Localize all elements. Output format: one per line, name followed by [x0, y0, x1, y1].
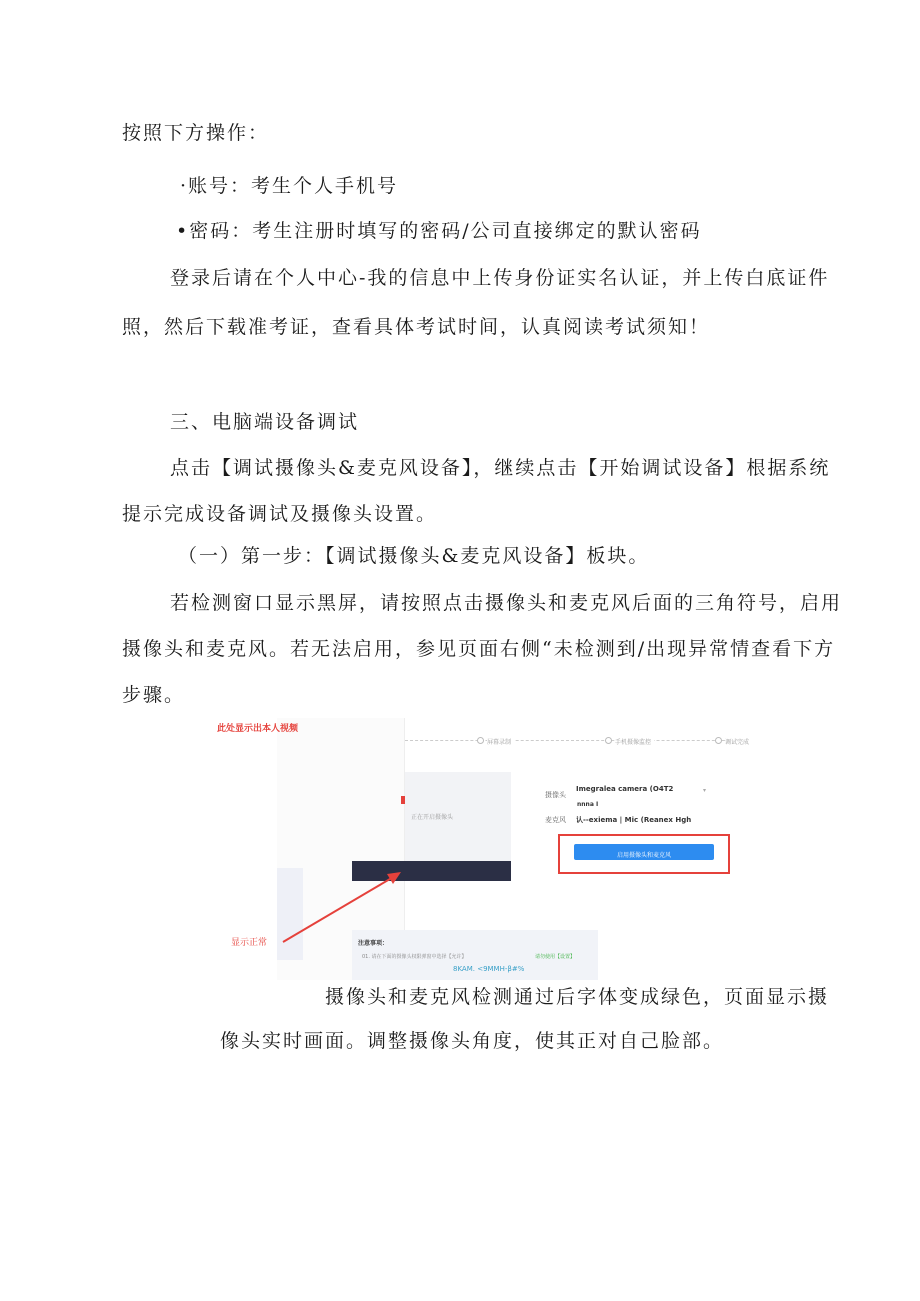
doc-line-9: （一）第一步：【调试摄像头&麦克风设备】板块。: [178, 545, 650, 567]
notes-line: 01. 请在下面的摄像头权限弹窗中选择【允许】: [362, 954, 467, 960]
doc-line-8: 提示完成设备调试及摄像头设置。: [122, 503, 438, 525]
bottom-annotation: 显示正常: [231, 938, 268, 948]
doc-line-2: ·账号：考生个人手机号: [180, 175, 399, 197]
step-2-label: 手机摄像监控: [615, 737, 654, 746]
camera-value: Imegralea camera (O4T2: [576, 785, 674, 793]
doc-line-3: •密码：考生注册时填写的密码/公司直接绑定的默认密码: [176, 220, 702, 242]
doc-line-4: 登录后请在个人中心-我的信息中上传身份证实名认证，并上传白底证件: [170, 267, 830, 289]
doc-line-7: 点击【调试摄像头&麦克风设备】，继续点击【开始调试设备】根据系统: [170, 457, 831, 479]
doc-line-1: 按照下方操作：: [122, 122, 270, 144]
camera-label: 摄像头: [545, 791, 566, 799]
doc-line-5: 照，然后下载准考证，查看具体考试时间，认真阅读考试须知！: [122, 316, 711, 338]
doc-line-13: 摄像头和麦克风检测通过后字体变成绿色，页面显示摄: [325, 986, 830, 1008]
screenshot-caption: 8KAM. <9MMH-β#%: [453, 965, 525, 973]
mic-value: 认--exiema | Mic (Reanex Hgh: [576, 816, 692, 824]
doc-line-6: 三、电脑端设备调试: [170, 411, 360, 433]
chevron-down-icon: ▾: [702, 787, 706, 794]
doc-line-14: 像头实时画面。调整摄像头角度，使其正对自己脸部。: [220, 1030, 725, 1052]
notes-green: 请勿使用【设置】: [535, 954, 576, 960]
doc-line-12: 步骤。: [122, 684, 186, 706]
notes-title: 注意事项：: [358, 940, 389, 947]
top-annotation: 此处显示出本人视频: [217, 724, 299, 734]
device-test-screenshot: [215, 718, 750, 980]
mic-label: 麦克风: [545, 816, 566, 824]
step-1-label: 屏幕录制: [487, 737, 514, 746]
camera-value-overflow: nnna I: [577, 801, 599, 808]
preview-hint: 正在开启摄像头: [411, 814, 454, 821]
enable-button-label: 启用摄像头和麦克风: [616, 852, 671, 859]
doc-line-11: 摄像头和麦克风。若无法启用，参见页面右侧“未检测到/出现异常情查看下方: [122, 638, 836, 660]
step-3-label: 调试完成: [725, 739, 750, 746]
doc-line-10: 若检测窗口显示黑屏，请按照点击摄像头和麦克风后面的三角符号，启用: [170, 592, 843, 614]
